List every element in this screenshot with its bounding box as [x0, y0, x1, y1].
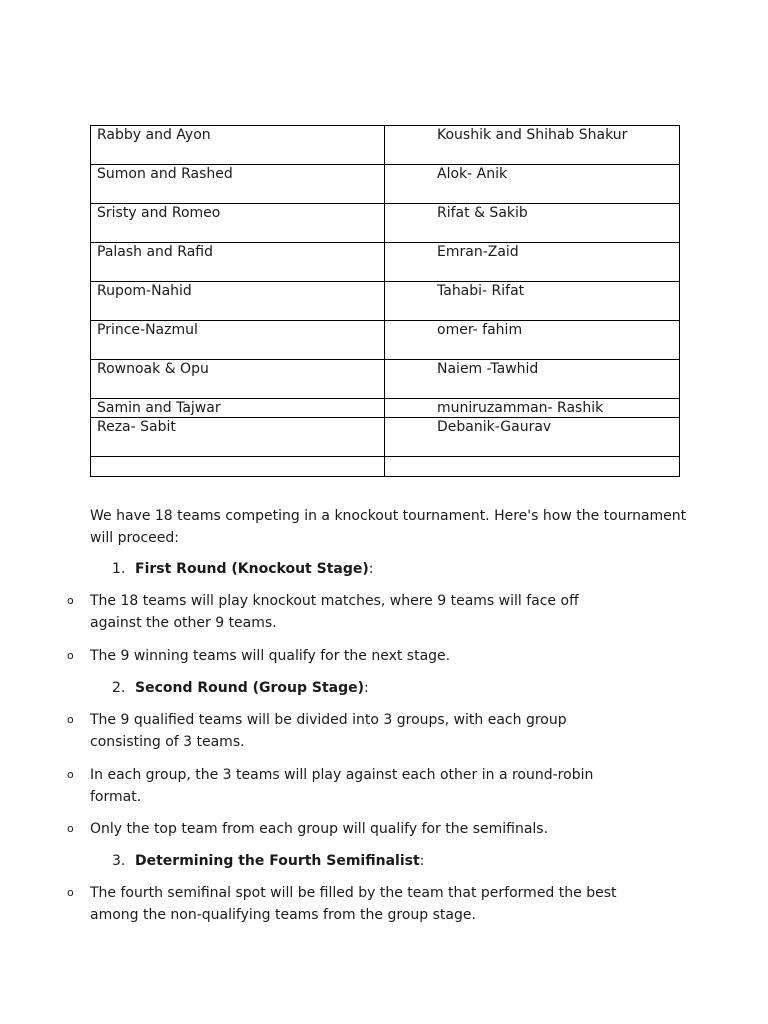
table-row [91, 243, 680, 282]
table-row [91, 360, 680, 399]
table-cell-right: Alok- Anik [385, 165, 680, 204]
table-cell-right: Debanik-Gaurav [385, 418, 680, 457]
step-heading [135, 558, 373, 580]
table-cell-left: Sristy and Romeo [91, 204, 385, 243]
bullet-icon: o [67, 768, 74, 781]
bullet-item [67, 882, 620, 926]
table-cell-left: Reza- Sabit [91, 418, 385, 457]
step-number: 3. [112, 853, 126, 869]
bullet-text: The fourth semifinal spot will be filled by the team that performed the best among the non-qualifying teams from the group stage. [90, 885, 617, 923]
step-number: 1. [112, 561, 126, 577]
table-cell-right: Rifat & Sakib [385, 204, 680, 243]
table-row [91, 165, 680, 204]
bullet-text: Only the top team from each group will qualify for the semifinals. [90, 821, 549, 837]
table-cell-left: Sumon and Rashed [91, 165, 385, 204]
intro-paragraph: We have 18 teams competing in a knockout tournament. Here's how the tournament will proceed: [90, 508, 687, 546]
table-cell-left: Rownoak & Opu [91, 360, 385, 399]
table-row [91, 321, 680, 360]
table-cell-left: Rupom-Nahid [91, 282, 385, 321]
table-cell-right: Koushik and Shihab Shakur [385, 126, 680, 165]
bullet-icon: o [67, 822, 74, 835]
bullet-item [67, 709, 620, 753]
table-row [91, 126, 680, 165]
table-cell-left: Palash and Rafid [91, 243, 385, 282]
table-cell-left: Rabby and Ayon [91, 126, 385, 165]
table-row [91, 457, 680, 477]
table-row [91, 282, 680, 321]
bullet-text: The 18 teams will play knockout matches, where 9 teams will face off against the other 9 teams. [90, 593, 579, 631]
table-cell-right: Naiem -Tawhid [385, 360, 680, 399]
step-number: 2. [112, 680, 126, 696]
bullet-text: The 9 winning teams will qualify for the next stage. [90, 648, 451, 664]
bullet-icon: o [67, 594, 74, 607]
bullet-item [67, 818, 620, 840]
table-cell-right [385, 457, 680, 477]
bullet-icon: o [67, 886, 74, 899]
table-row [91, 399, 680, 418]
step-title-suffix: : [419, 853, 425, 869]
bullet-text: In each group, the 3 teams will play against each other in a round-robin format. [90, 767, 594, 805]
step-title-suffix: : [364, 680, 369, 696]
bullet-text: The 9 qualified teams will be divided into 3 groups, with each group consisting of 3 teams. [90, 712, 567, 750]
step-heading [135, 677, 369, 699]
bullet-item [67, 645, 620, 667]
bullet-item [67, 764, 620, 808]
table-cell-left: Prince-Nazmul [91, 321, 385, 360]
table-cell-left: Samin and Tajwar [91, 399, 385, 418]
teams-table [90, 125, 680, 477]
table-cell-right: omer- fahim [385, 321, 680, 360]
step-title: First Round (Knockout Stage) [135, 561, 369, 577]
step-heading [135, 850, 424, 872]
bullet-icon: o [67, 713, 74, 726]
table-cell-left [91, 457, 385, 477]
step-title: Determining the Fourth Semifinalist [135, 853, 420, 869]
table-row [91, 204, 680, 243]
bullet-icon: o [67, 649, 74, 662]
table-cell-right: Emran-Zaid [385, 243, 680, 282]
step-title: Second Round (Group Stage) [135, 680, 364, 696]
step-title-suffix: : [368, 561, 374, 577]
bullet-item [67, 590, 620, 634]
table-cell-right: Tahabi- Rifat [385, 282, 680, 321]
table-cell-right: muniruzamman- Rashik [385, 399, 680, 418]
table-row [91, 418, 680, 457]
